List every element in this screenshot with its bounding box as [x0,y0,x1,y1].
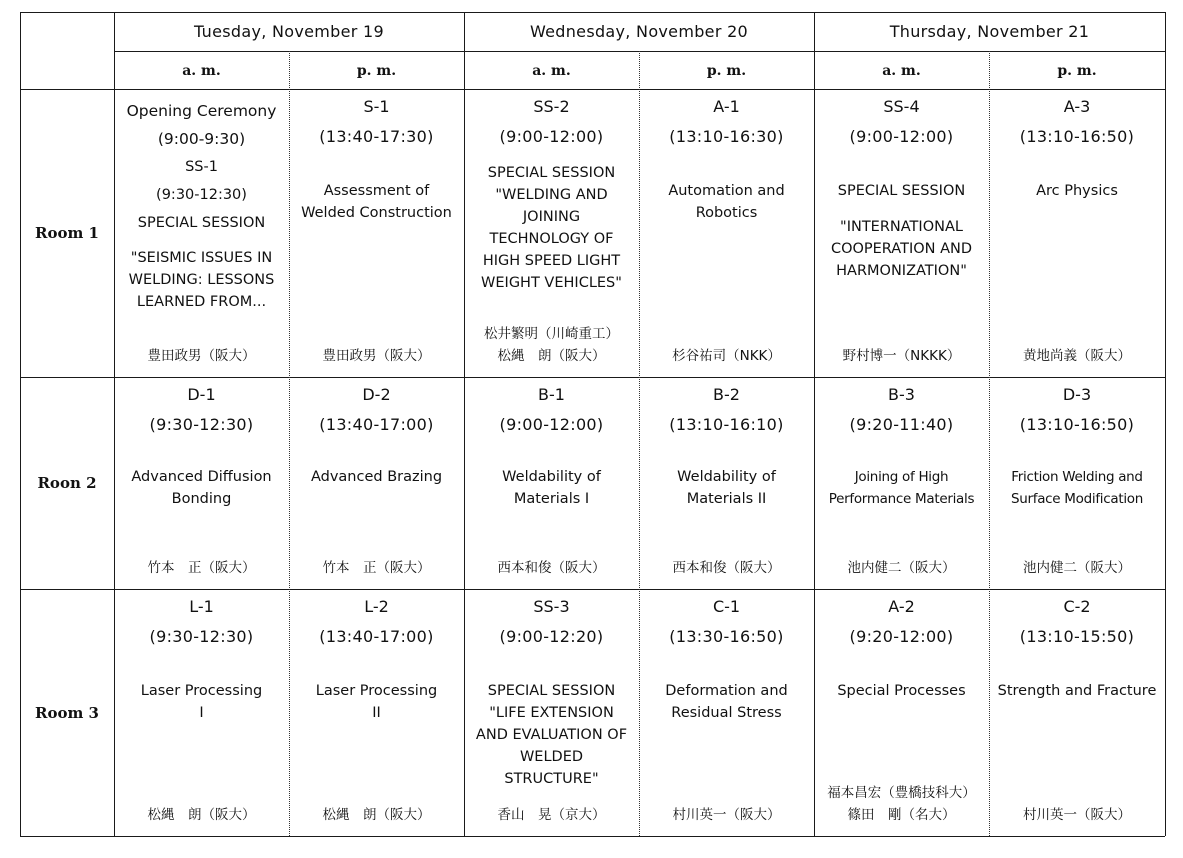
session-title [641,680,812,724]
session-code: D-1 [187,385,216,404]
session-title-line: SPECIAL SESSION [487,165,616,181]
chair-name: 池内健二（阪大） [847,560,956,576]
session-title-line: Weldability of [677,469,776,485]
session-cell [114,89,289,377]
session-title [816,180,987,282]
session-chair [639,345,814,367]
day-header: Wednesday, November 20 [529,22,749,41]
am-header: a. m. [532,63,571,79]
session-cell [639,377,814,589]
am-header: a. m. [882,63,921,79]
session-time: (13:10-16:30) [669,127,784,146]
pm-header: p. m. [356,63,397,79]
session-cell [289,589,464,836]
session-title [291,180,462,224]
session-code: L-1 [189,597,214,616]
session-title [816,466,987,510]
session-title [466,162,637,294]
session-cell [289,89,464,377]
session-title-line: Residual Stress [671,705,782,721]
chair-name: 竹本 正（阪大） [147,560,256,576]
special-session-line: LEARNED FROM... [136,294,267,310]
session-chair [114,804,289,826]
special-session-line: WELDING: LESSONS [128,272,275,288]
session-time: (13:40-17:00) [319,415,434,434]
session-title [991,680,1163,702]
pm-header: p. m. [1057,63,1097,79]
session-title-line: Welded Construction [301,205,452,221]
session-cell [989,89,1165,377]
chair-name: 西本和俊（阪大） [672,560,781,576]
session-title-line: "WELDING AND [495,187,608,203]
session-title-line: Laser Processing [315,683,438,699]
pm-header: p. m. [706,63,747,79]
chair-name: 豊田政男（阪大） [322,348,431,364]
opening-ceremony-line: (9:00-9:30) [157,130,246,148]
session-cell [289,377,464,589]
session-title-line: I [199,705,204,721]
session-title-line: "INTERNATIONAL [840,219,963,235]
session-chair [814,345,989,367]
session-cell [639,89,814,377]
session-cell [464,89,639,377]
chair-name: 村川英一（阪大） [1023,807,1131,823]
session-title [466,466,637,510]
opening-ceremony-line: Opening Ceremony [126,102,277,120]
session-time: (9:00-12:20) [499,627,604,646]
chair-name: 松井繁明（川崎重工） [484,326,619,342]
session-title [641,180,812,224]
chair-name: 黄地尚義（阪大） [1023,348,1131,364]
session-time: (13:40-17:30) [319,127,434,146]
session-code: B-2 [713,385,740,404]
session-code: C-2 [1063,597,1091,616]
column-divider [1165,12,1166,836]
session-cell [114,377,289,589]
session-chair [639,804,814,826]
session-title-line: Robotics [695,205,758,221]
session-code: D-2 [362,385,391,404]
session-title [991,180,1163,202]
session-cell [464,589,639,836]
session-chair [814,557,989,579]
session-chair [989,557,1165,579]
chair-name: 香山 晃（京大） [497,807,606,823]
special-session-line: (9:30-12:30) [156,187,247,203]
session-title-line: Friction Welding and [1011,469,1143,485]
room-label: Room 1 [34,224,99,242]
session-code: A-1 [713,97,740,116]
session-title-line: Special Processes [837,683,966,699]
session-chair [289,804,464,826]
session-code: C-1 [712,597,741,616]
session-chair [464,557,639,579]
session-cell [989,377,1165,589]
chair-name: 篠田 剛（名大） [847,807,956,823]
session-time: (13:30-16:50) [669,627,784,646]
session-title [116,680,287,724]
special-session-line: "SEISMIC ISSUES IN [130,250,273,266]
session-title [291,680,462,724]
session-title-line: Advanced Brazing [310,469,443,485]
session-title-line: Assessment of [323,183,430,199]
chair-name: 松縄 朗（阪大） [322,807,431,823]
day-header: Tuesday, November 19 [194,22,384,41]
session-title-line: Materials II [686,491,767,507]
session-cell [989,589,1165,836]
session-title [116,466,287,510]
session-code: SS-4 [883,97,920,116]
room-label: Room 3 [34,703,99,722]
session-title-line: Strength and Fracture [997,683,1157,699]
session-title-line [816,202,987,216]
session-title-line: Bonding [171,491,232,507]
session-title [291,466,462,488]
session-title-line: STRUCTURE" [504,771,599,787]
session-title-line: JOINING [522,209,581,225]
session-time: (13:10-16:10) [669,415,784,434]
session-chair [464,804,639,826]
session-title-line: Automation and [668,183,785,199]
session-chair [639,557,814,579]
session-time: (9:00-12:00) [499,127,604,146]
chair-name: 福本昌宏（豊橋技科大） [827,785,976,801]
session-chair [289,345,464,367]
day-header: Thursday, November 21 [889,22,1090,41]
session-chair [114,345,289,367]
session-title [466,680,637,790]
opening-session-block [114,97,289,313]
session-code: D-3 [1062,385,1092,404]
session-time: (9:00-12:00) [849,127,954,146]
session-title-line: Materials I [513,491,590,507]
session-time: (13:40-17:00) [319,627,434,646]
session-time: (13:10-15:50) [1019,627,1135,646]
session-code: A-2 [888,597,915,616]
chair-name: 松縄 朗（阪大） [147,807,256,823]
session-code: L-2 [364,597,389,616]
session-title-line: "LIFE EXTENSION [489,705,614,721]
session-code: S-1 [363,97,390,116]
session-title [816,680,987,702]
session-title-line: Arc Physics [1036,183,1118,199]
session-cell [814,89,989,377]
session-title-line: Advanced Diffusion [131,469,272,485]
chair-name: 西本和俊（阪大） [497,560,606,576]
chair-name: 杉谷祐司（NKK） [672,348,781,364]
session-title-line: SPECIAL SESSION [837,183,966,199]
session-chair [814,782,989,826]
session-title [641,466,812,510]
session-title-line: HIGH SPEED LIGHT [482,253,621,269]
chair-name: 竹本 正（阪大） [322,560,431,576]
session-title-line: Laser Processing [140,683,263,699]
session-chair [464,323,639,367]
session-time: (13:10-16:50) [1019,127,1135,146]
chair-name: 村川英一（阪大） [672,807,781,823]
session-chair [114,557,289,579]
session-title [991,466,1163,510]
chair-name: 野村博一（NKKK） [842,348,961,364]
session-chair [989,345,1165,367]
session-chair [289,557,464,579]
session-title-line: WELDED [519,749,584,765]
session-title-line: Deformation and [665,683,788,699]
session-cell [114,589,289,836]
room-label: Roon 2 [37,474,97,492]
session-time: (9:20-12:00) [849,627,954,646]
session-title-line: Joining of High [854,469,949,485]
session-code: SS-3 [533,597,570,616]
session-code: B-1 [538,385,565,404]
session-cell [639,589,814,836]
session-title-line: Weldability of [502,469,601,485]
session-chair [989,804,1165,826]
am-header: a. m. [182,63,221,79]
session-time: (9:30-12:30) [149,415,254,434]
session-cell [814,377,989,589]
session-title-line: HARMONIZATION" [836,263,967,279]
session-code: A-3 [1063,97,1091,116]
session-time: (9:20-11:40) [849,415,954,434]
session-cell [814,589,989,836]
session-time: (9:00-12:00) [499,415,604,434]
session-time: (9:30-12:30) [149,627,254,646]
session-title-line: AND EVALUATION OF [475,727,628,743]
chair-name: 池内健二（阪大） [1023,560,1131,576]
chair-name: 松縄 朗（阪大） [497,348,606,364]
session-time: (13:10-16:50) [1019,415,1135,434]
special-session-line: SPECIAL SESSION [137,215,266,231]
chair-name: 豊田政男（阪大） [147,348,256,364]
session-title-line: TECHNOLOGY OF [489,231,614,247]
row-divider [20,836,1165,837]
special-session-line: SS-1 [185,159,218,175]
session-title-line: Performance Materials [828,491,975,507]
session-code: B-3 [888,385,915,404]
session-title-line: COOPERATION AND [830,241,973,257]
session-cell [464,377,639,589]
session-title-line: WEIGHT VEHICLES" [481,275,622,291]
session-code: SS-2 [533,97,570,116]
session-title-line: Surface Modification [1010,491,1143,507]
session-title-line: SPECIAL SESSION [487,683,616,699]
session-title-line: II [372,705,381,721]
